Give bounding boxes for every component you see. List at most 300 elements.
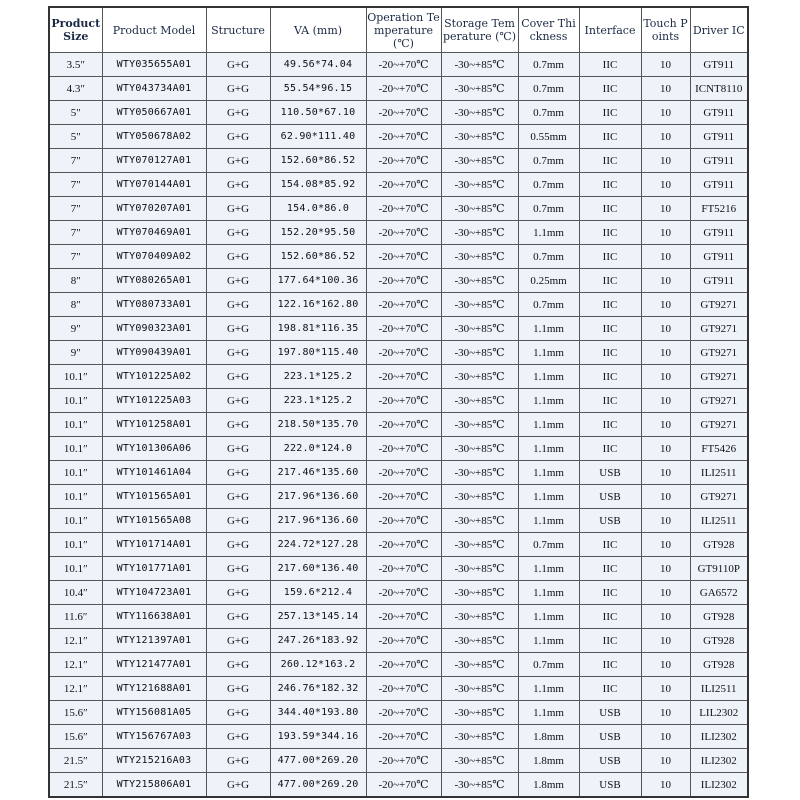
cell-touch-points: 10 <box>641 413 690 437</box>
cell-va: 110.50*67.10 <box>270 101 366 125</box>
cell-cover-thickness: 0.7mm <box>518 293 579 317</box>
table-row <box>49 725 748 749</box>
cell-va: 477.00*269.20 <box>270 749 366 773</box>
cell-storage-temperature: -30~+85℃ <box>441 197 518 221</box>
cell-product-size: 7″ <box>49 221 102 245</box>
cell-cover-thickness: 1.1mm <box>518 221 579 245</box>
cell-product-model: WTY101225A03 <box>102 389 206 413</box>
cell-storage-temperature: -30~+85℃ <box>441 461 518 485</box>
cell-va: 49.56*74.04 <box>270 53 366 77</box>
cell-interface: IIC <box>579 581 641 605</box>
cell-product-model: WTY080265A01 <box>102 269 206 293</box>
cell-storage-temperature: -30~+85℃ <box>441 629 518 653</box>
cell-touch-points: 10 <box>641 389 690 413</box>
cell-storage-temperature: -30~+85℃ <box>441 317 518 341</box>
cell-touch-points: 10 <box>641 197 690 221</box>
cell-storage-temperature: -30~+85℃ <box>441 725 518 749</box>
cell-cover-thickness: 1.1mm <box>518 461 579 485</box>
cell-driver-ic: GT9271 <box>690 317 748 341</box>
cell-touch-points: 10 <box>641 629 690 653</box>
cell-driver-ic: GT9271 <box>690 389 748 413</box>
cell-operation-temperature: -20~+70℃ <box>366 581 441 605</box>
cell-interface: IIC <box>579 149 641 173</box>
cell-touch-points: 10 <box>641 605 690 629</box>
cell-touch-points: 10 <box>641 533 690 557</box>
cell-va: 198.81*116.35 <box>270 317 366 341</box>
table-row <box>49 677 748 701</box>
header-structure: Structure <box>206 7 270 53</box>
cell-structure: G+G <box>206 317 270 341</box>
cell-product-model: WTY101565A08 <box>102 509 206 533</box>
cell-interface: IIC <box>579 53 641 77</box>
table-row <box>49 557 748 581</box>
cell-product-size: 8″ <box>49 269 102 293</box>
cell-product-model: WTY156081A05 <box>102 701 206 725</box>
cell-product-model: WTY070469A01 <box>102 221 206 245</box>
cell-driver-ic: ILI2511 <box>690 461 748 485</box>
table-row <box>49 317 748 341</box>
cell-structure: G+G <box>206 461 270 485</box>
table-row <box>49 629 748 653</box>
cell-cover-thickness: 1.1mm <box>518 365 579 389</box>
cell-operation-temperature: -20~+70℃ <box>366 125 441 149</box>
cell-product-size: 10.1″ <box>49 389 102 413</box>
cell-va: 260.12*163.2 <box>270 653 366 677</box>
cell-product-size: 8″ <box>49 293 102 317</box>
cell-storage-temperature: -30~+85℃ <box>441 509 518 533</box>
cell-touch-points: 10 <box>641 749 690 773</box>
cell-storage-temperature: -30~+85℃ <box>441 293 518 317</box>
cell-structure: G+G <box>206 581 270 605</box>
cell-product-model: WTY070207A01 <box>102 197 206 221</box>
table-row <box>49 389 748 413</box>
cell-product-size: 15.6″ <box>49 701 102 725</box>
cell-storage-temperature: -30~+85℃ <box>441 485 518 509</box>
cell-product-model: WTY116638A01 <box>102 605 206 629</box>
header-va: VA (mm) <box>270 7 366 53</box>
cell-va: 62.90*111.40 <box>270 125 366 149</box>
cell-storage-temperature: -30~+85℃ <box>441 245 518 269</box>
cell-driver-ic: GT9110P <box>690 557 748 581</box>
cell-operation-temperature: -20~+70℃ <box>366 341 441 365</box>
cell-cover-thickness: 1.1mm <box>518 581 579 605</box>
cell-product-size: 9″ <box>49 341 102 365</box>
cell-storage-temperature: -30~+85℃ <box>441 173 518 197</box>
cell-operation-temperature: -20~+70℃ <box>366 389 441 413</box>
cell-operation-temperature: -20~+70℃ <box>366 245 441 269</box>
cell-operation-temperature: -20~+70℃ <box>366 221 441 245</box>
table-row <box>49 533 748 557</box>
cell-product-model: WTY090439A01 <box>102 341 206 365</box>
cell-product-model: WTY050667A01 <box>102 101 206 125</box>
cell-structure: G+G <box>206 365 270 389</box>
cell-product-model: WTY080733A01 <box>102 293 206 317</box>
cell-structure: G+G <box>206 149 270 173</box>
cell-va: 154.08*85.92 <box>270 173 366 197</box>
cell-driver-ic: GT928 <box>690 653 748 677</box>
cell-cover-thickness: 1.1mm <box>518 509 579 533</box>
cell-product-size: 10.4″ <box>49 581 102 605</box>
cell-interface: IIC <box>579 341 641 365</box>
cell-operation-temperature: -20~+70℃ <box>366 77 441 101</box>
table-row <box>49 605 748 629</box>
cell-storage-temperature: -30~+85℃ <box>441 149 518 173</box>
cell-touch-points: 10 <box>641 437 690 461</box>
header-cover-thickness: Cover Thickness <box>518 7 579 53</box>
cell-product-model: WTY101225A02 <box>102 365 206 389</box>
cell-product-size: 11.6″ <box>49 605 102 629</box>
cell-cover-thickness: 0.7mm <box>518 53 579 77</box>
cell-product-model: WTY121477A01 <box>102 653 206 677</box>
table-row <box>49 221 748 245</box>
cell-storage-temperature: -30~+85℃ <box>441 125 518 149</box>
cell-structure: G+G <box>206 773 270 798</box>
cell-driver-ic: GT911 <box>690 101 748 125</box>
cell-structure: G+G <box>206 677 270 701</box>
cell-interface: USB <box>579 773 641 798</box>
cell-va: 197.80*115.40 <box>270 341 366 365</box>
cell-driver-ic: GT911 <box>690 173 748 197</box>
cell-product-size: 7″ <box>49 245 102 269</box>
cell-va: 193.59*344.16 <box>270 725 366 749</box>
cell-va: 223.1*125.2 <box>270 365 366 389</box>
cell-driver-ic: GT928 <box>690 605 748 629</box>
cell-structure: G+G <box>206 125 270 149</box>
cell-touch-points: 10 <box>641 461 690 485</box>
cell-driver-ic: GA6572 <box>690 581 748 605</box>
cell-cover-thickness: 1.1mm <box>518 437 579 461</box>
cell-product-model: WTY090323A01 <box>102 317 206 341</box>
cell-operation-temperature: -20~+70℃ <box>366 173 441 197</box>
table-row <box>49 293 748 317</box>
cell-interface: USB <box>579 509 641 533</box>
cell-interface: IIC <box>579 677 641 701</box>
cell-structure: G+G <box>206 389 270 413</box>
cell-driver-ic: GT9271 <box>690 485 748 509</box>
cell-cover-thickness: 1.1mm <box>518 701 579 725</box>
table-row <box>49 269 748 293</box>
cell-structure: G+G <box>206 485 270 509</box>
header-product-model: Product Model <box>102 7 206 53</box>
cell-storage-temperature: -30~+85℃ <box>441 605 518 629</box>
cell-structure: G+G <box>206 101 270 125</box>
cell-interface: IIC <box>579 389 641 413</box>
cell-product-size: 5″ <box>49 101 102 125</box>
table-row <box>49 461 748 485</box>
cell-va: 217.46*135.60 <box>270 461 366 485</box>
cell-interface: IIC <box>579 173 641 197</box>
cell-driver-ic: ILI2302 <box>690 749 748 773</box>
cell-operation-temperature: -20~+70℃ <box>366 557 441 581</box>
header-row <box>49 7 748 53</box>
cell-operation-temperature: -20~+70℃ <box>366 365 441 389</box>
cell-product-size: 12.1″ <box>49 629 102 653</box>
cell-operation-temperature: -20~+70℃ <box>366 293 441 317</box>
cell-structure: G+G <box>206 749 270 773</box>
cell-cover-thickness: 0.7mm <box>518 173 579 197</box>
cell-driver-ic: GT9271 <box>690 341 748 365</box>
table-row <box>49 749 748 773</box>
cell-va: 217.96*136.60 <box>270 485 366 509</box>
cell-va: 152.60*86.52 <box>270 245 366 269</box>
cell-cover-thickness: 1.1mm <box>518 341 579 365</box>
cell-product-model: WTY043734A01 <box>102 77 206 101</box>
cell-storage-temperature: -30~+85℃ <box>441 677 518 701</box>
cell-operation-temperature: -20~+70℃ <box>366 509 441 533</box>
cell-interface: USB <box>579 461 641 485</box>
cell-operation-temperature: -20~+70℃ <box>366 437 441 461</box>
cell-driver-ic: ICNT8110 <box>690 77 748 101</box>
cell-operation-temperature: -20~+70℃ <box>366 677 441 701</box>
cell-storage-temperature: -30~+85℃ <box>441 557 518 581</box>
cell-operation-temperature: -20~+70℃ <box>366 485 441 509</box>
cell-touch-points: 10 <box>641 293 690 317</box>
cell-product-model: WTY101258A01 <box>102 413 206 437</box>
cell-structure: G+G <box>206 509 270 533</box>
cell-driver-ic: ILI2302 <box>690 773 748 798</box>
table-row <box>49 341 748 365</box>
cell-product-model: WTY070127A01 <box>102 149 206 173</box>
cell-va: 218.50*135.70 <box>270 413 366 437</box>
cell-cover-thickness: 0.7mm <box>518 197 579 221</box>
cell-operation-temperature: -20~+70℃ <box>366 725 441 749</box>
header-product-size: Product Size <box>49 7 102 53</box>
cell-va: 55.54*96.15 <box>270 77 366 101</box>
cell-structure: G+G <box>206 341 270 365</box>
cell-cover-thickness: 0.7mm <box>518 653 579 677</box>
cell-interface: IIC <box>579 557 641 581</box>
cell-interface: IIC <box>579 653 641 677</box>
cell-va: 246.76*182.32 <box>270 677 366 701</box>
cell-driver-ic: LIL2302 <box>690 701 748 725</box>
cell-va: 247.26*183.92 <box>270 629 366 653</box>
cell-product-model: WTY121688A01 <box>102 677 206 701</box>
cell-va: 152.60*86.52 <box>270 149 366 173</box>
cell-cover-thickness: 1.1mm <box>518 629 579 653</box>
cell-operation-temperature: -20~+70℃ <box>366 701 441 725</box>
cell-touch-points: 10 <box>641 149 690 173</box>
cell-structure: G+G <box>206 701 270 725</box>
cell-product-size: 12.1″ <box>49 653 102 677</box>
cell-driver-ic: ILI2511 <box>690 509 748 533</box>
cell-driver-ic: FT5426 <box>690 437 748 461</box>
cell-operation-temperature: -20~+70℃ <box>366 461 441 485</box>
cell-cover-thickness: 0.7mm <box>518 77 579 101</box>
cell-va: 344.40*193.80 <box>270 701 366 725</box>
cell-driver-ic: ILI2511 <box>690 677 748 701</box>
cell-product-size: 10.1″ <box>49 485 102 509</box>
cell-product-model: WTY101461A04 <box>102 461 206 485</box>
cell-touch-points: 10 <box>641 509 690 533</box>
cell-driver-ic: GT911 <box>690 221 748 245</box>
cell-operation-temperature: -20~+70℃ <box>366 317 441 341</box>
cell-cover-thickness: 0.7mm <box>518 245 579 269</box>
cell-va: 217.60*136.40 <box>270 557 366 581</box>
cell-product-size: 4.3″ <box>49 77 102 101</box>
cell-structure: G+G <box>206 173 270 197</box>
cell-operation-temperature: -20~+70℃ <box>366 197 441 221</box>
cell-structure: G+G <box>206 413 270 437</box>
cell-storage-temperature: -30~+85℃ <box>441 581 518 605</box>
cell-cover-thickness: 1.1mm <box>518 557 579 581</box>
cell-product-size: 7″ <box>49 197 102 221</box>
cell-product-size: 15.6″ <box>49 725 102 749</box>
cell-driver-ic: GT911 <box>690 125 748 149</box>
spec-table-container <box>48 6 749 798</box>
cell-product-model: WTY156767A03 <box>102 725 206 749</box>
cell-structure: G+G <box>206 197 270 221</box>
cell-product-size: 12.1″ <box>49 677 102 701</box>
cell-product-size: 3.5″ <box>49 53 102 77</box>
cell-touch-points: 10 <box>641 53 690 77</box>
cell-operation-temperature: -20~+70℃ <box>366 149 441 173</box>
cell-operation-temperature: -20~+70℃ <box>366 653 441 677</box>
cell-structure: G+G <box>206 77 270 101</box>
cell-cover-thickness: 1.1mm <box>518 317 579 341</box>
cell-product-size: 21.5″ <box>49 749 102 773</box>
cell-interface: IIC <box>579 269 641 293</box>
cell-touch-points: 10 <box>641 245 690 269</box>
cell-structure: G+G <box>206 53 270 77</box>
header-touch-points: Touch Points <box>641 7 690 53</box>
cell-product-size: 5″ <box>49 125 102 149</box>
cell-touch-points: 10 <box>641 125 690 149</box>
cell-driver-ic: ILI2302 <box>690 725 748 749</box>
cell-operation-temperature: -20~+70℃ <box>366 629 441 653</box>
cell-driver-ic: GT9271 <box>690 293 748 317</box>
header-storage-temperature: Storage Temperature (℃) <box>441 7 518 53</box>
cell-driver-ic: GT911 <box>690 245 748 269</box>
cell-touch-points: 10 <box>641 725 690 749</box>
cell-va: 224.72*127.28 <box>270 533 366 557</box>
cell-storage-temperature: -30~+85℃ <box>441 653 518 677</box>
cell-va: 152.20*95.50 <box>270 221 366 245</box>
cell-cover-thickness: 0.55mm <box>518 125 579 149</box>
table-row <box>49 197 748 221</box>
cell-touch-points: 10 <box>641 77 690 101</box>
cell-touch-points: 10 <box>641 341 690 365</box>
table-row <box>49 437 748 461</box>
cell-touch-points: 10 <box>641 677 690 701</box>
cell-va: 154.0*86.0 <box>270 197 366 221</box>
cell-touch-points: 10 <box>641 701 690 725</box>
cell-structure: G+G <box>206 629 270 653</box>
table-body <box>49 53 748 798</box>
cell-structure: G+G <box>206 533 270 557</box>
cell-driver-ic: GT9271 <box>690 365 748 389</box>
cell-product-size: 10.1″ <box>49 509 102 533</box>
cell-operation-temperature: -20~+70℃ <box>366 413 441 437</box>
cell-interface: IIC <box>579 605 641 629</box>
cell-cover-thickness: 1.8mm <box>518 749 579 773</box>
cell-cover-thickness: 1.1mm <box>518 605 579 629</box>
cell-cover-thickness: 1.8mm <box>518 773 579 798</box>
cell-operation-temperature: -20~+70℃ <box>366 533 441 557</box>
table-row <box>49 509 748 533</box>
cell-product-model: WTY101714A01 <box>102 533 206 557</box>
cell-driver-ic: GT9271 <box>690 413 748 437</box>
cell-structure: G+G <box>206 437 270 461</box>
cell-product-model: WTY101306A06 <box>102 437 206 461</box>
cell-product-model: WTY050678A02 <box>102 125 206 149</box>
cell-interface: IIC <box>579 629 641 653</box>
cell-interface: USB <box>579 749 641 773</box>
cell-va: 217.96*136.60 <box>270 509 366 533</box>
cell-interface: IIC <box>579 221 641 245</box>
cell-driver-ic: GT928 <box>690 629 748 653</box>
cell-cover-thickness: 0.25mm <box>518 269 579 293</box>
cell-driver-ic: GT928 <box>690 533 748 557</box>
cell-storage-temperature: -30~+85℃ <box>441 773 518 798</box>
cell-product-size: 10.1″ <box>49 557 102 581</box>
cell-driver-ic: FT5216 <box>690 197 748 221</box>
cell-interface: IIC <box>579 533 641 557</box>
cell-product-size: 10.1″ <box>49 365 102 389</box>
header-driver-ic: Driver IC <box>690 7 748 53</box>
cell-va: 257.13*145.14 <box>270 605 366 629</box>
cell-product-size: 7″ <box>49 149 102 173</box>
cell-product-model: WTY101771A01 <box>102 557 206 581</box>
cell-product-model: WTY215216A03 <box>102 749 206 773</box>
cell-product-size: 9″ <box>49 317 102 341</box>
cell-storage-temperature: -30~+85℃ <box>441 53 518 77</box>
cell-storage-temperature: -30~+85℃ <box>441 101 518 125</box>
cell-storage-temperature: -30~+85℃ <box>441 749 518 773</box>
cell-product-model: WTY035655A01 <box>102 53 206 77</box>
table-row <box>49 173 748 197</box>
cell-structure: G+G <box>206 557 270 581</box>
cell-touch-points: 10 <box>641 581 690 605</box>
cell-storage-temperature: -30~+85℃ <box>441 221 518 245</box>
cell-operation-temperature: -20~+70℃ <box>366 101 441 125</box>
table-row <box>49 53 748 77</box>
cell-structure: G+G <box>206 245 270 269</box>
header-operation-temperature: Operation Temperature (℃) <box>366 7 441 53</box>
cell-product-size: 10.1″ <box>49 413 102 437</box>
cell-touch-points: 10 <box>641 653 690 677</box>
table-row <box>49 365 748 389</box>
cell-operation-temperature: -20~+70℃ <box>366 53 441 77</box>
cell-structure: G+G <box>206 605 270 629</box>
cell-product-model: WTY070144A01 <box>102 173 206 197</box>
cell-storage-temperature: -30~+85℃ <box>441 533 518 557</box>
cell-interface: IIC <box>579 317 641 341</box>
cell-va: 223.1*125.2 <box>270 389 366 413</box>
cell-storage-temperature: -30~+85℃ <box>441 77 518 101</box>
cell-touch-points: 10 <box>641 317 690 341</box>
cell-operation-temperature: -20~+70℃ <box>366 605 441 629</box>
cell-structure: G+G <box>206 293 270 317</box>
cell-va: 122.16*162.80 <box>270 293 366 317</box>
cell-cover-thickness: 1.1mm <box>518 677 579 701</box>
cell-driver-ic: GT911 <box>690 269 748 293</box>
cell-cover-thickness: 1.8mm <box>518 725 579 749</box>
cell-storage-temperature: -30~+85℃ <box>441 269 518 293</box>
table-row <box>49 125 748 149</box>
cell-cover-thickness: 1.1mm <box>518 413 579 437</box>
cell-cover-thickness: 0.7mm <box>518 101 579 125</box>
cell-driver-ic: GT911 <box>690 53 748 77</box>
cell-product-size: 10.1″ <box>49 533 102 557</box>
cell-cover-thickness: 1.1mm <box>518 485 579 509</box>
cell-va: 222.0*124.0 <box>270 437 366 461</box>
cell-interface: USB <box>579 485 641 509</box>
cell-cover-thickness: 0.7mm <box>518 533 579 557</box>
cell-storage-temperature: -30~+85℃ <box>441 341 518 365</box>
cell-interface: IIC <box>579 197 641 221</box>
cell-interface: IIC <box>579 245 641 269</box>
cell-product-model: WTY121397A01 <box>102 629 206 653</box>
